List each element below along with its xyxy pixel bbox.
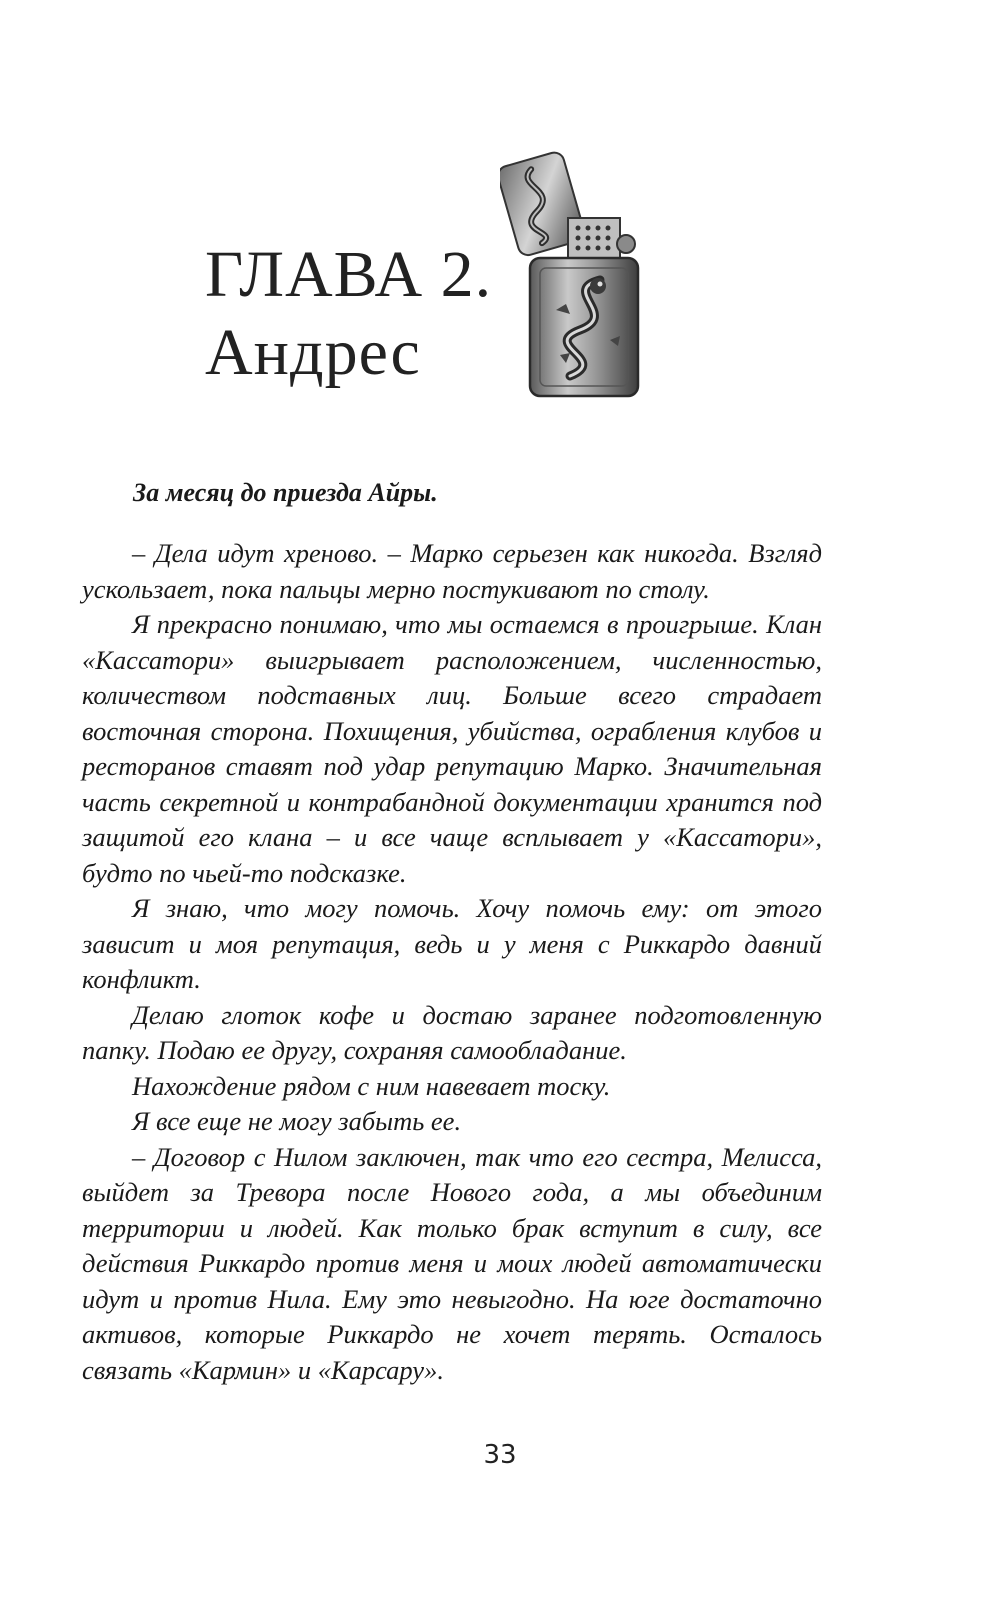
chapter-title — [205, 236, 492, 392]
paragraph: Я прекрасно понимаю, что мы остаемся в проигрыше. Клан «Кассатори» выигрывает расположением, численностью, количеством подставных лиц. Больше всего страдает восточная сторона. Похищения, убийства, ограбления клубов и ресторанов ставят под удар репутацию Марко. Значительная часть секретной и контрабандной документации хранится под защитой его клана – и все чаще всплывает у «Кассатори», будто по чьей-то подсказке. — [82, 609, 822, 888]
paragraph: Я знаю, что могу помочь. Хочу помочь ему: от этого зависит и моя репутация, ведь и у меня с Риккардо давний конфликт. — [82, 893, 822, 994]
paragraph: – Дела идут хреново. – Марко серьезен как никогда. Взгляд ускользает, пока пальцы мерно постукивают по столу. — [82, 538, 822, 604]
chapter-body — [82, 536, 822, 1388]
chapter-title-line1: ГЛАВА 2. — [205, 238, 493, 311]
paragraph: Я все еще не могу забыть ее. — [132, 1106, 462, 1136]
scene-subtitle: За месяц до приезда Айры. — [133, 478, 438, 507]
paragraph: Делаю глоток кофе и достаю заранее подготовленную папку. Подаю ее другу, сохраняя самообладание. — [82, 999, 822, 1065]
paragraph: Нахождение рядом с ним навевает тоску. — [132, 1070, 611, 1101]
paragraph: – Договор с Нилом заключен, так что его сестра, Мелисса, выйдет за Тревора после Нового года, а мы объединим территории и людей. Как только брак вступит в силу, все действия Риккардо против меня и моих людей автоматически идут и против Нила. Ему это невыгодно. На юге достаточно активов, которые Риккардо не хочет терять. Осталось связать «Кармин» и «Карсару». — [82, 1141, 822, 1385]
page-number: 33 — [483, 1440, 517, 1470]
zippo-lighter-dragon-icon — [500, 140, 660, 402]
chapter-title-line2: Андрес — [205, 316, 421, 389]
